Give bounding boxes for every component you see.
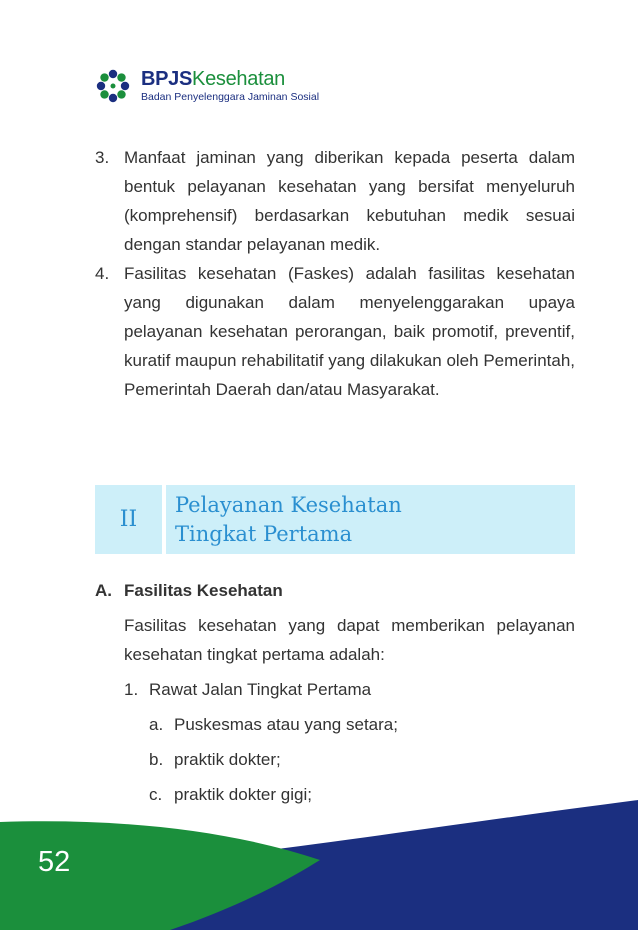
- header-logo: [95, 64, 319, 108]
- subsection-letter: A.: [95, 581, 112, 600]
- list-item-text: Fasilitas kesehatan (Faskes) adalah fasilitas kesehatan yang digunakan dalam menyelenggarakan upaya pelayanan kesehatan perorangan, baik promotif, preventif, kuratif maupun rehabilitatif yang dilakukan oleh Pemerintah, Pemerintah Daerah dan/atau Masyarakat.: [124, 264, 575, 399]
- subsection-item: [124, 675, 575, 704]
- subsection-title: Fasilitas Kesehatan: [124, 581, 283, 600]
- section-divider: [162, 485, 166, 554]
- list-item-number: 3.: [95, 148, 110, 167]
- subitem-text: praktik dokter gigi;: [174, 785, 312, 804]
- brand-tagline: Badan Penyelenggara Jaminan Sosial: [141, 91, 320, 104]
- subsection-heading: [95, 576, 575, 605]
- subitem-label: c.: [149, 785, 163, 804]
- subitem-label: a.: [149, 715, 164, 734]
- subitem: [149, 710, 575, 739]
- footer-decoration: [0, 800, 638, 930]
- bpjs-logo-icon: [95, 68, 131, 104]
- section-title-line1: Pelayanan Kesehatan: [175, 493, 402, 517]
- logo-text: [141, 69, 319, 103]
- subsection: [95, 576, 575, 809]
- subsection-item-title: Rawat Jalan Tingkat Pertama: [149, 680, 372, 699]
- subitem-label: b.: [149, 750, 164, 769]
- subitem-text: Puskesmas atau yang setara;: [174, 715, 398, 734]
- section-title: [175, 491, 402, 549]
- brand-name: [141, 69, 319, 89]
- brand-accent: Kesehatan: [192, 68, 285, 91]
- section-number: II: [119, 507, 138, 532]
- subitem: [149, 745, 575, 774]
- list-item: [95, 143, 575, 259]
- brand-main: BPJS: [141, 68, 193, 91]
- list-item-text: Manfaat jaminan yang diberikan kepada peserta dalam bentuk pelayanan kesehatan yang bersifat menyeluruh (komprehensif) berdasarkan kebutuhan medik sesuai dengan standar pelayanan medik.: [124, 148, 575, 254]
- section-header: [95, 485, 575, 554]
- numbered-list: [95, 143, 575, 404]
- subsection-body: Fasilitas kesehatan yang dapat memberikan pelayanan kesehatan tingkat pertama adalah:: [124, 616, 575, 664]
- list-item: [95, 259, 575, 404]
- subsection-item-number: 1.: [124, 680, 139, 699]
- section-title-line2: Tingkat Pertama: [175, 522, 353, 546]
- list-item-number: 4.: [95, 264, 110, 283]
- page-number: 52: [38, 846, 71, 878]
- subitem-text: praktik dokter;: [174, 750, 281, 769]
